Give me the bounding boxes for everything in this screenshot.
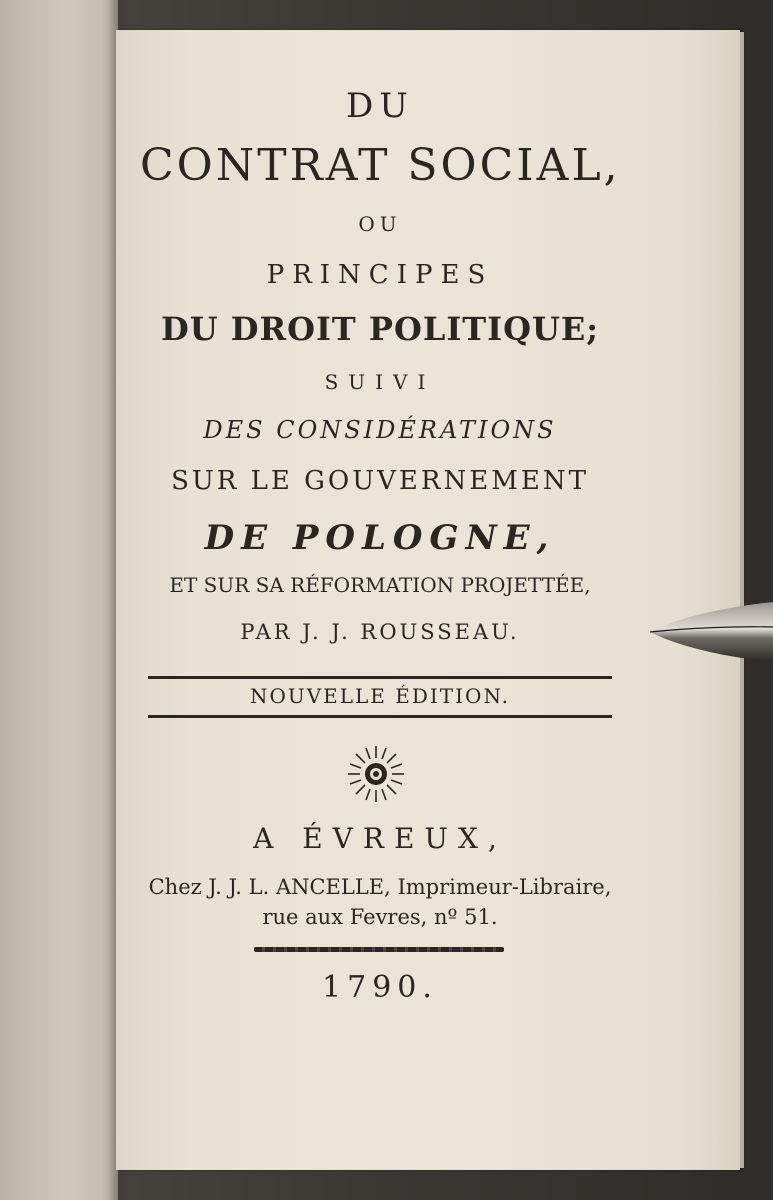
rule-top xyxy=(148,676,612,679)
author-line: PAR J. J. ROUSSEAU. xyxy=(240,620,520,644)
publisher-line: Chez J. J. L. ANCELLE, Imprimeur-Libraire, xyxy=(148,875,612,899)
printer-ornament xyxy=(346,744,406,804)
title-line-du: DU xyxy=(346,86,414,126)
title-line-suivi: SUIVI xyxy=(324,370,436,394)
edition-line: NOUVELLE ÉDITION. xyxy=(249,684,511,708)
title-line-principes: PRINCIPES xyxy=(266,260,494,290)
address-line: rue aux Fevres, nº 51. xyxy=(262,905,498,929)
ornamental-rule xyxy=(254,947,504,952)
title-line-ou: OU xyxy=(358,212,402,236)
title-reformation: ET SUR SA RÉFORMATION PROJETTÉE, xyxy=(169,573,591,597)
title-droit-politique: DU DROIT POLITIQUE; xyxy=(160,310,600,348)
rule-bottom xyxy=(148,715,612,718)
title-pologne: DE POLOGNE, xyxy=(204,518,556,558)
place-line: A ÉVREUX, xyxy=(253,822,507,855)
metal-pointer xyxy=(648,600,773,664)
year-line: 1790. xyxy=(322,970,438,1005)
title-gouvernement: SUR LE GOUVERNEMENT xyxy=(171,466,589,496)
left-page xyxy=(0,0,118,1200)
title-considerations: DES CONSIDÉRATIONS xyxy=(203,416,557,444)
title-contrat-social: CONTRAT SOCIAL, xyxy=(140,140,621,191)
